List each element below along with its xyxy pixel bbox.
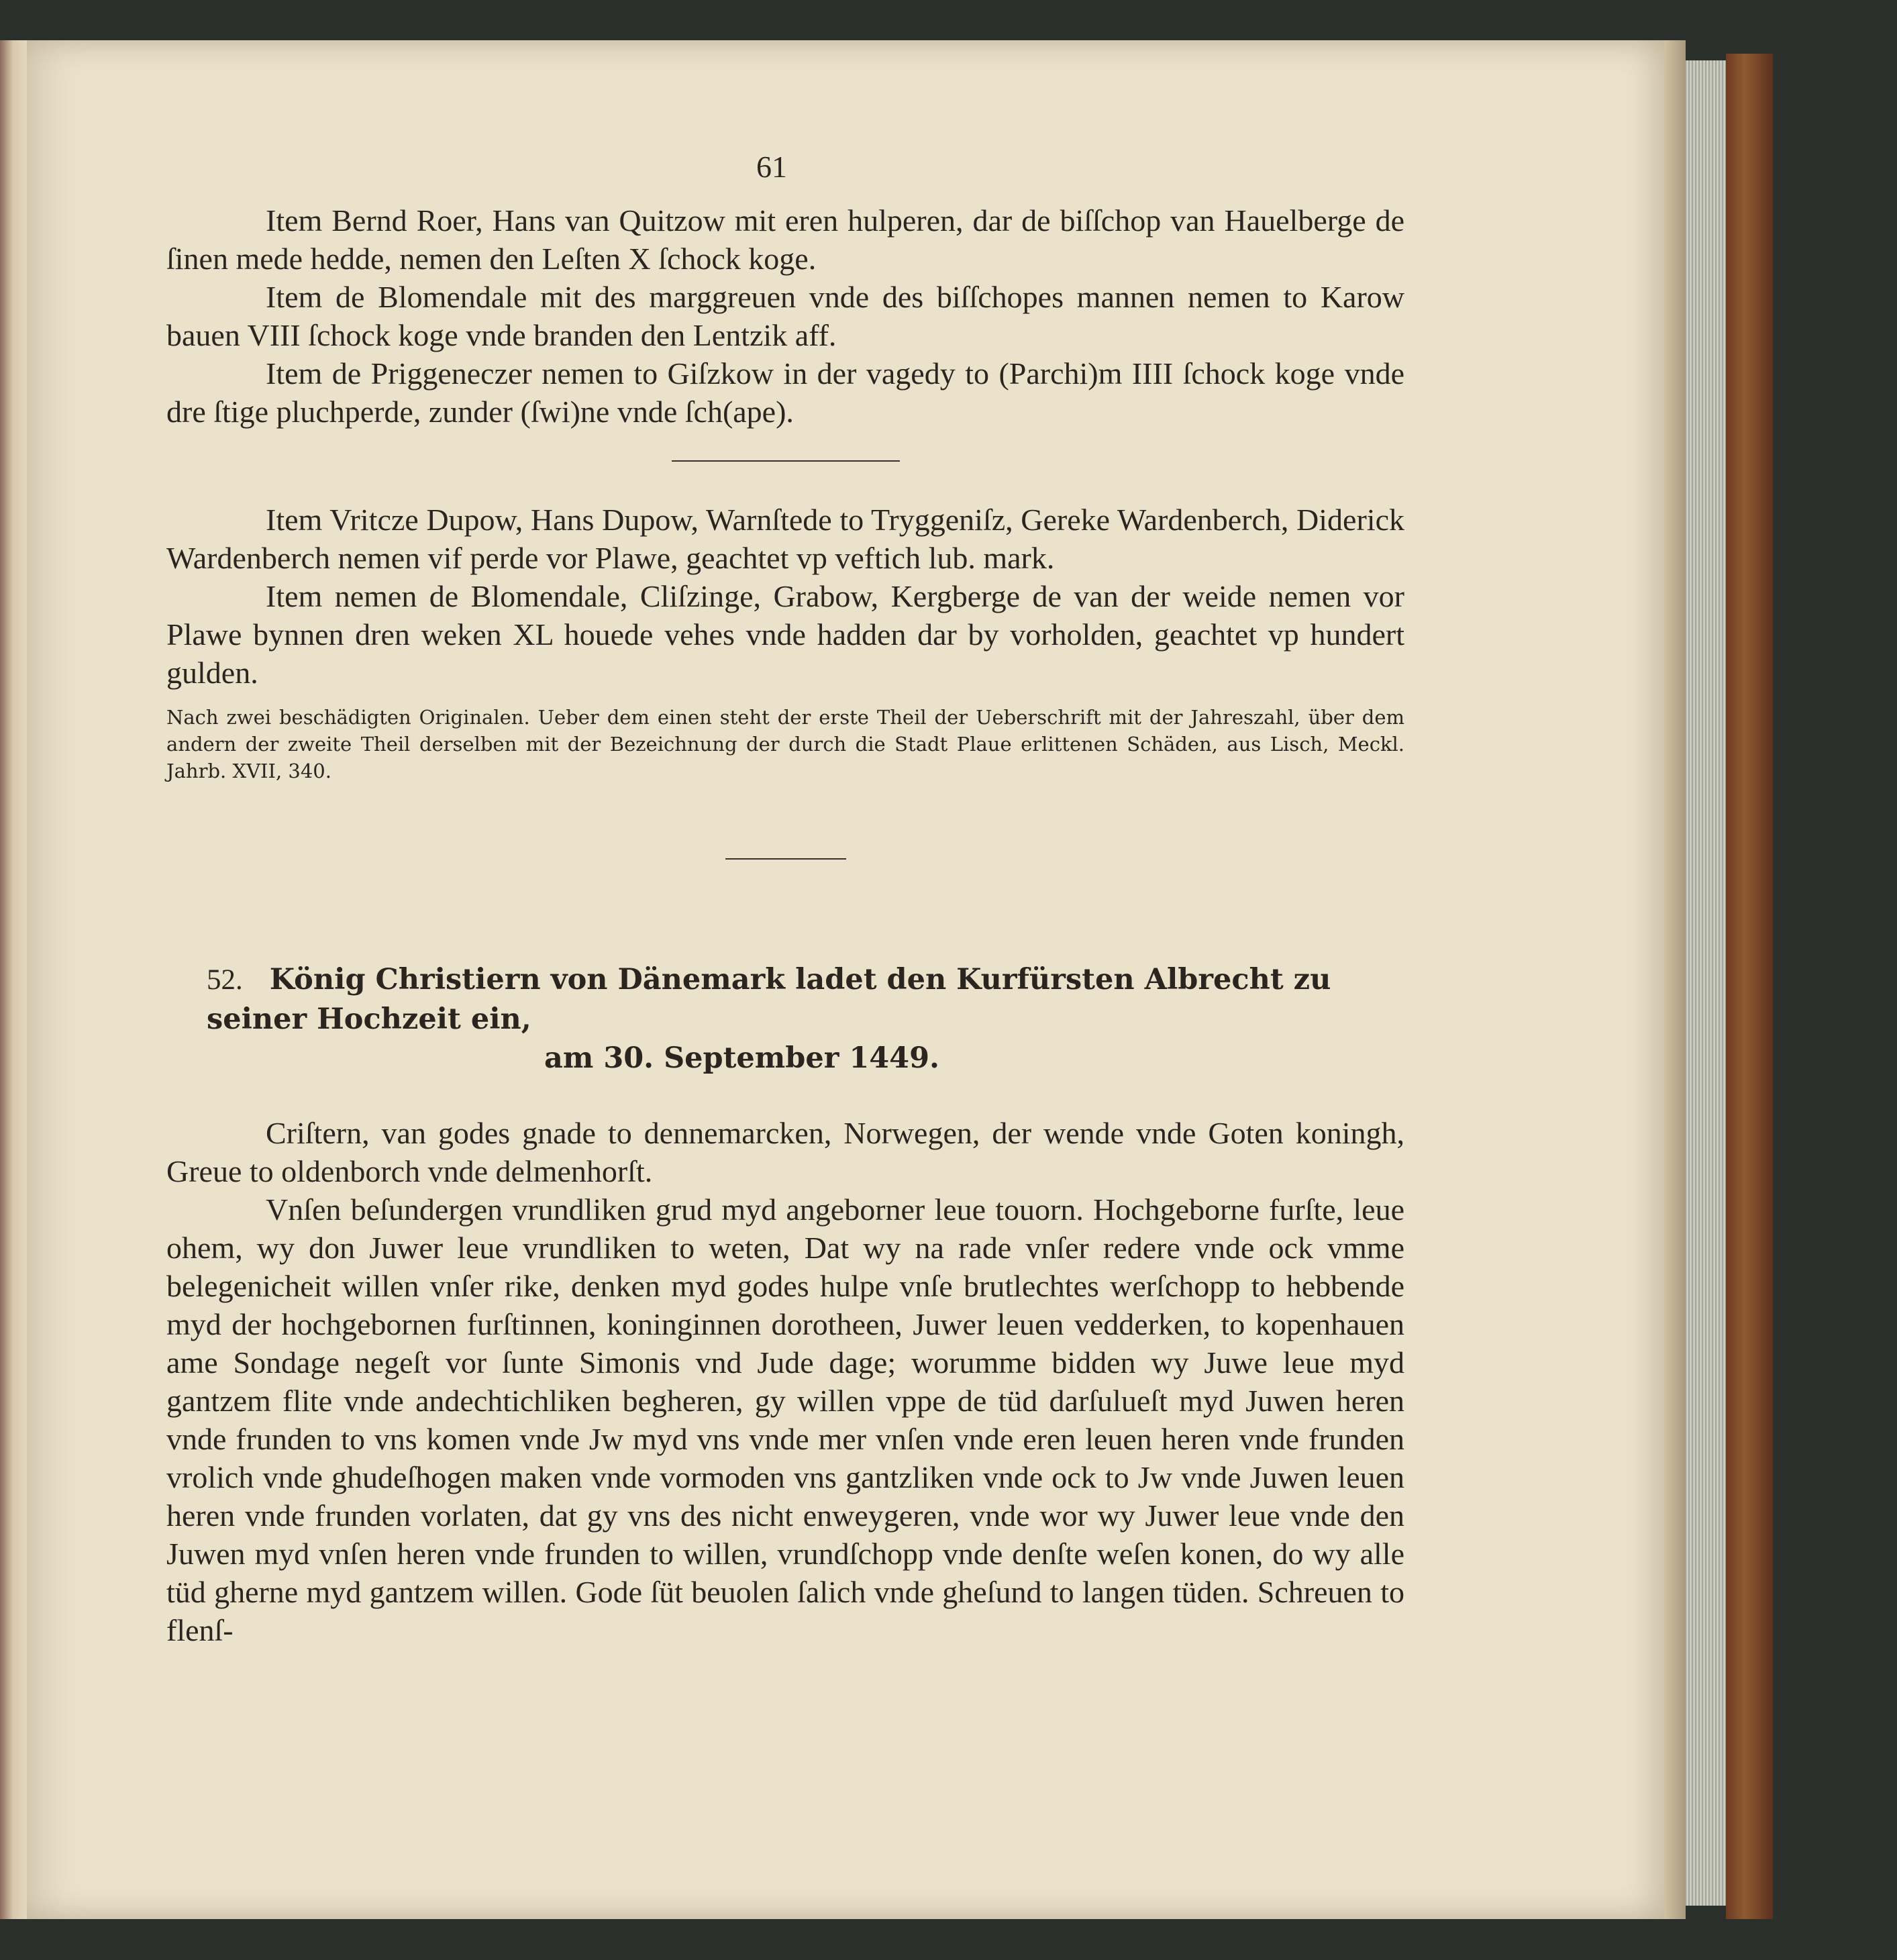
page-content (166, 141, 1404, 1649)
section-number: 52. (207, 964, 243, 996)
heading-line-2: am 30. September 1449. (544, 1041, 939, 1075)
heading-line-1 (166, 960, 1404, 1039)
section-heading (166, 960, 1404, 1078)
page-number: 61 (756, 150, 787, 184)
paragraph: Vnſen beſundergen vrundliken grud myd angeborner leue touorn. Hochgeborne furſte, leue ohem, wy don Juwer leue vrundliken to weten, Dat wy na rade vnſer redere vnde ock vmme belegenicheit willen vnſer rike, denken myd godes hulpe vnſe brutlechtes werſchopp to hebbende myd der hochgebornen furſtinnen, koninginnen dorotheen, Juwer leuen vedderken, to kopenhauen ame Sondage negeſt vor ſunte Simonis vnd Jude dage; worumme bidden wy Juwe leue myd gantzem flite vnde andechtichliken begheren, gy willen vppe de tüd darſulueſt myd Juwen heren vnde frunden to vns komen vnde Jw myd vns vnde mer vnſen vnde eren leuen heren vnde frunden vrolich vnde ghudeſhogen maken vnde vormoden vns gantzliken vnde ock to Jw vnde Juwen leuen heren vnde frunden vorlaten, dat gy vns des nicht enweygeren, vnde wor wy Juwer leue vnde den Juwen myd vnſen heren vnde frunden to willen, vrundſchopp vnde denſte weſen konen, do wy alle tüd gherne myd gantzem willen. Gode ſüt beuolen ſalich vnde gheſund to langen tüden. Schreuen to flenſ- (166, 1192, 1404, 1647)
page-gutter (1664, 40, 1686, 1919)
paragraph: Item Bernd Roer, Hans van Quitzow mit eren hulperen, dar de biſſchop van Hauelberge de ſinen mede hedde, nemen den Leſten X ſchock koge. (166, 203, 1404, 276)
footnote: Nach zwei beschädigten Originalen. Ueber dem einen steht der erste Theil der Ueberschrift mit der Jahreszahl, über dem andern der zweite Theil derselben mit der Bezeichnung der durch die Stadt Plaue erlittenen Schäden, aus Lisch, Meckl. Jahrb. XVII, 340. (166, 706, 1404, 782)
paragraph: Criſtern, van godes gnade to dennemarcken, Norwegen, der wende vnde Goten koningh, Greue to oldenborch vnde delmenhorſt. (166, 1116, 1404, 1188)
scan-background (1773, 0, 1897, 1960)
page-stack-edge (1686, 60, 1726, 1906)
paragraph: Item Vritcze Dupow, Hans Dupow, Warnſtede to Tryggeniſz, Gereke Wardenberch, Diderick Wardenberch nemen vif perde vor Plawe, geachtet vp veftich lub. mark. (166, 503, 1404, 575)
section-divider (672, 460, 900, 462)
section-divider (725, 858, 846, 860)
paragraph: Item de Priggeneczer nemen to Giſzkow in der vagedy to (Parchi)m IIII ſchock koge vnde dre ſtige pluchperde, zunder (ſwi)ne vnde ſch(ape). (166, 356, 1404, 429)
book-cover-edge (1726, 54, 1773, 1919)
paragraph: Item de Blomendale mit des marggreuen vnde des biſſchopes mannen nemen to Karow bauen VIII ſchock koge vnde branden den Lentzik aff. (166, 280, 1404, 352)
paragraph: Item nemen de Blomendale, Cliſzinge, Grabow, Kergberge de van der weide nemen vor Plawe bynnen dren weken XL houede vehes vnde hadden dar by vorholden, geachtet vp hundert gulden. (166, 579, 1404, 690)
heading-title: König Christiern von Dänemark ladet den Kurfürsten Albrecht zu seiner Hochzeit ein, (207, 963, 1331, 1036)
